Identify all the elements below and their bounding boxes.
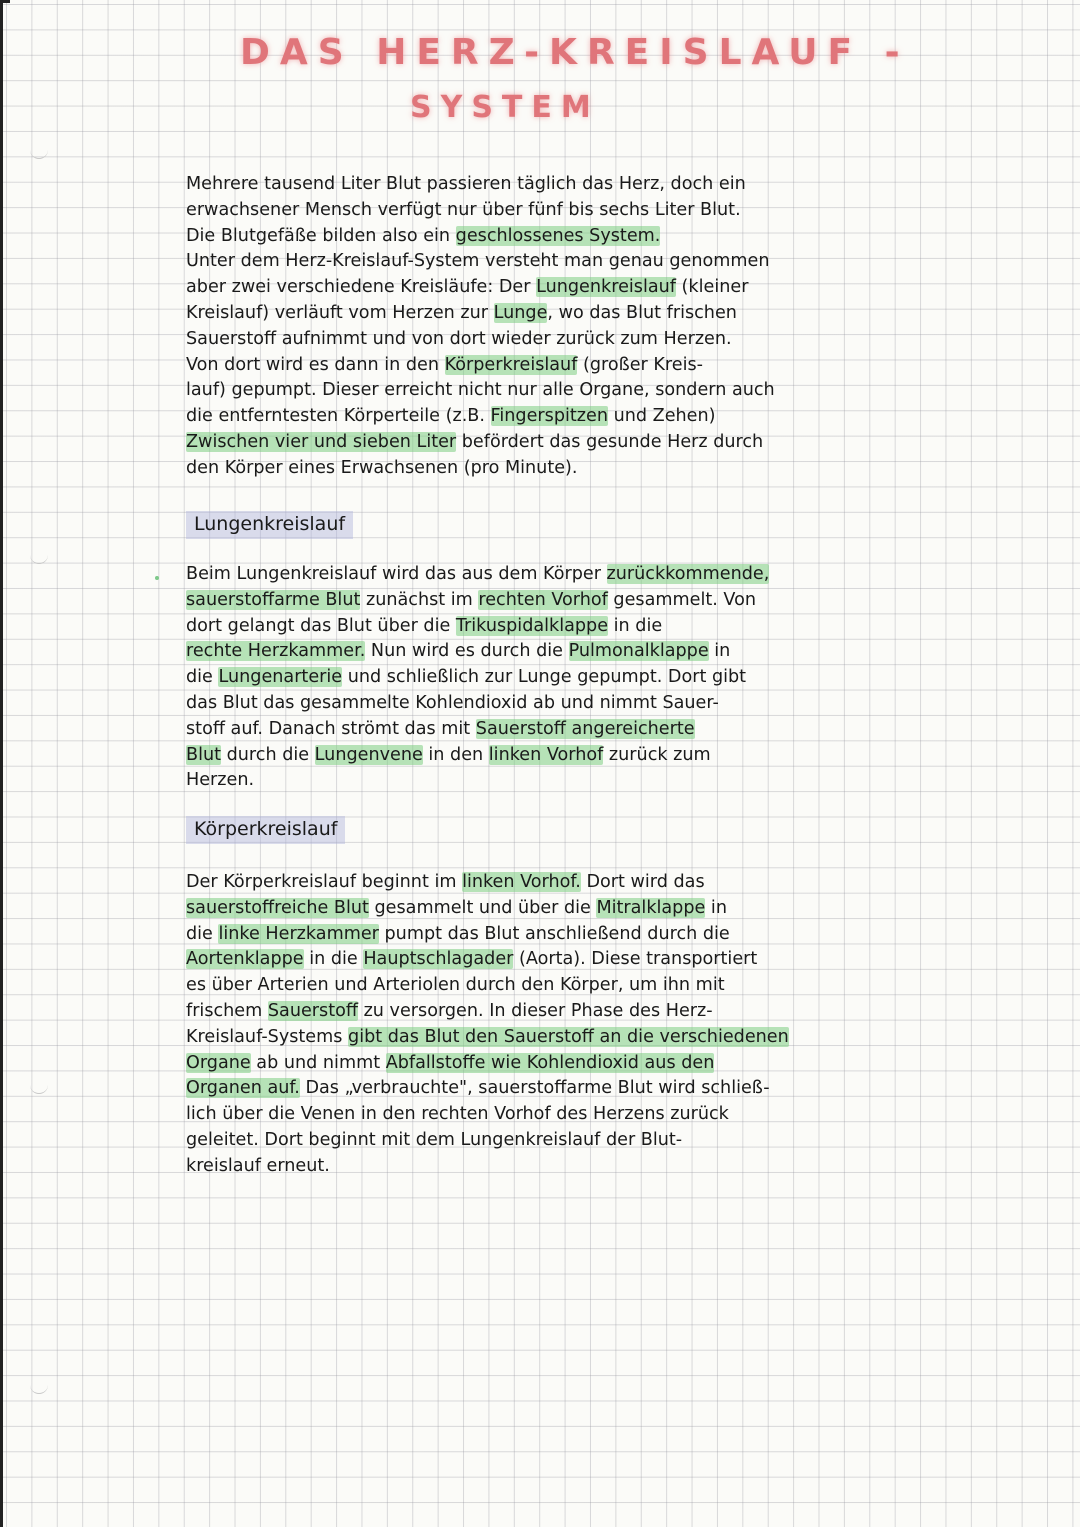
text-line: [186, 301, 1066, 327]
text-segment: Herzen.: [186, 770, 255, 791]
highlighted-term: rechte Herzkammer.: [186, 641, 366, 662]
highlighted-term: Zwischen vier und sieben Liter: [186, 431, 457, 452]
text-line: [186, 588, 1066, 614]
text-line: [186, 870, 1066, 896]
highlighted-term: Sauerstoff angereicherte: [475, 718, 695, 739]
text-segment: Nun wird es durch die: [365, 641, 569, 662]
highlighted-term: Fingerspitzen: [490, 406, 608, 427]
lungenkreislauf-paragraph: [186, 562, 1066, 794]
highlighted-term: linken Vorhof: [488, 744, 604, 765]
text-segment: Unter dem Herz-Kreislauf-System versteht man genau genommen: [186, 251, 770, 272]
text-line: [186, 691, 1066, 717]
text-segment: (Aorta). Diese transportiert: [513, 949, 758, 970]
text-segment: Kreislauf-Systems: [186, 1026, 349, 1047]
text-line: [186, 768, 1066, 794]
text-line: [186, 614, 1066, 640]
text-line: [186, 1154, 1066, 1180]
text-line: [186, 327, 1066, 353]
highlighted-term: Aortenklappe: [186, 949, 304, 970]
page-corner: [0, 0, 10, 3]
text-segment: in die: [608, 615, 663, 636]
text-line: [186, 353, 1066, 379]
text-segment: Dort wird das: [580, 872, 705, 892]
text-segment: es über Arterien und Arteriolen durch den Körper, um ihn mit: [186, 975, 725, 996]
text-segment: Von dort wird es dann in den: [186, 354, 445, 375]
highlighted-term: Lunge: [493, 302, 548, 323]
highlighted-term: Abfallstoffe wie Kohlendioxid aus den: [385, 1052, 715, 1073]
text-segment: in: [705, 897, 727, 918]
text-segment: zurück zum: [603, 744, 711, 765]
text-segment: (kleiner: [675, 277, 749, 298]
text-segment: die entferntesten Körperteile (z.B.: [186, 406, 491, 427]
text-line: [186, 1076, 1066, 1102]
text-segment: das Blut das gesammelte Kohlendioxid ab und nimmt Sauer-: [186, 692, 719, 713]
text-segment: , wo das Blut frischen: [547, 302, 737, 323]
text-line: [186, 743, 1066, 769]
text-segment: pumpt das Blut anschließend durch die: [378, 923, 730, 944]
highlighted-term: linke Herzkammer: [218, 923, 379, 944]
text-segment: dort gelangt das Blut über die: [186, 615, 456, 636]
text-segment: Kreislauf) verläuft vom Herzen zur: [186, 302, 494, 323]
text-segment: stoff auf. Danach strömt das mit: [186, 718, 476, 739]
text-line: [186, 172, 1066, 198]
highlighted-term: Körperkreislauf: [444, 354, 578, 375]
text-segment: lich über die Venen in den rechten Vorhof des Herzens zurück: [186, 1104, 729, 1125]
text-segment: Beim Lungenkreislauf wird das aus dem Körper: [186, 564, 607, 584]
highlighted-term: Blut: [186, 744, 222, 765]
text-line: [186, 973, 1066, 999]
text-segment: zunächst im: [360, 589, 479, 610]
text-segment: gesammelt. Von: [607, 589, 757, 610]
text-segment: Das „verbrauchte", sauerstoffarme Blut wird schließ-: [299, 1078, 770, 1099]
text-line: [186, 665, 1066, 691]
text-segment: die: [186, 667, 219, 688]
highlighted-term: gibt das Blut den Sauerstoff an die verschiedenen: [348, 1026, 789, 1047]
highlighted-term: Pulmonalklappe: [568, 641, 709, 662]
title-line-2: SYSTEM: [410, 90, 600, 125]
highlighted-term: Sauerstoff: [267, 1000, 358, 1021]
punch-hole-mark: [30, 1385, 48, 1394]
text-segment: in den: [422, 744, 489, 765]
text-line: [186, 456, 1066, 482]
text-segment: Sauerstoff aufnimmt und von dort wieder zurück zum Herzen.: [186, 328, 732, 349]
text-segment: kreislauf erneut.: [186, 1155, 330, 1176]
text-line: [186, 1051, 1066, 1077]
text-line: [186, 404, 1066, 430]
punch-hole-mark: [30, 1085, 48, 1094]
page-title: [200, 18, 1060, 133]
text-segment: (großer Kreis-: [577, 354, 703, 375]
text-segment: in: [708, 641, 731, 662]
text-segment: erwachsener Mensch verfügt nur über fünf bis sechs Liter Blut.: [186, 199, 741, 220]
highlighted-term: geschlossenes System.: [455, 225, 661, 246]
highlighted-term: Lungenarterie: [218, 667, 343, 688]
highlighted-term: Mitralklappe: [596, 897, 706, 918]
highlighted-term: Trikuspidalklappe: [455, 615, 609, 636]
text-segment: die: [186, 923, 219, 944]
text-segment: den Körper eines Erwachsenen (pro Minute).: [186, 457, 578, 478]
text-line: [186, 224, 1066, 250]
text-line: [186, 1025, 1066, 1051]
text-segment: Mehrere tausend Liter Blut passieren täglich das Herz, doch ein: [186, 174, 746, 194]
text-line: [186, 1128, 1066, 1154]
punch-hole-mark: [30, 555, 48, 564]
text-line: [186, 198, 1066, 224]
text-line: [186, 999, 1066, 1025]
punch-hole-mark: [30, 150, 48, 159]
text-line: [186, 922, 1066, 948]
text-line: [186, 378, 1066, 404]
text-segment: ab und nimmt: [250, 1052, 386, 1073]
highlighted-term: sauerstoffreiche Blut: [186, 897, 369, 918]
margin-mark: [155, 576, 159, 580]
section-heading-koerperkreislauf: Körperkreislauf: [186, 816, 345, 844]
text-segment: und schließlich zur Lunge gepumpt. Dort gibt: [342, 667, 747, 688]
highlighted-term: Lungenkreislauf: [536, 277, 676, 298]
text-segment: in die: [303, 949, 364, 970]
highlighted-term: linken Vorhof.: [462, 872, 581, 892]
text-segment: geleitet. Dort beginnt mit dem Lungenkreislauf der Blut-: [186, 1129, 683, 1150]
text-line: [186, 947, 1066, 973]
text-line: [186, 639, 1066, 665]
section-heading-lungenkreislauf: Lungenkreislauf: [186, 511, 353, 539]
text-line: [186, 562, 1066, 588]
highlighted-term: Organen auf.: [186, 1078, 300, 1099]
title-line-1: DAS HERZ-KREISLAUF -: [240, 32, 910, 73]
text-segment: Die Blutgefäße bilden also ein: [186, 225, 456, 246]
text-line: [186, 1102, 1066, 1128]
text-segment: und Zehen): [607, 406, 716, 427]
highlighted-term: zurückkommende,: [606, 564, 770, 584]
text-line: [186, 430, 1066, 456]
text-segment: aber zwei verschiedene Kreisläufe: Der: [186, 277, 537, 298]
text-line: [186, 717, 1066, 743]
highlighted-term: Organe: [186, 1052, 251, 1073]
highlighted-term: sauerstoffarme Blut: [186, 589, 361, 610]
text-segment: befördert das gesunde Herz durch: [456, 431, 764, 452]
page-edge: [0, 0, 3, 1527]
intro-paragraph: [186, 172, 1066, 482]
text-line: [186, 275, 1066, 301]
text-line: [186, 249, 1066, 275]
text-segment: Der Körperkreislauf beginnt im: [186, 872, 463, 892]
text-segment: gesammelt und über die: [368, 897, 597, 918]
highlighted-term: Lungenvene: [314, 744, 423, 765]
text-segment: zu versorgen. In dieser Phase des Herz-: [357, 1000, 713, 1021]
text-segment: lauf) gepumpt. Dieser erreicht nicht nur alle Organe, sondern auch: [186, 380, 775, 401]
koerperkreislauf-paragraph: [186, 870, 1066, 1180]
highlighted-term: Hauptschlagader: [363, 949, 514, 970]
text-line: [186, 896, 1066, 922]
text-segment: durch die: [221, 744, 315, 765]
highlighted-term: rechten Vorhof: [478, 589, 608, 610]
text-segment: frischem: [186, 1000, 268, 1021]
